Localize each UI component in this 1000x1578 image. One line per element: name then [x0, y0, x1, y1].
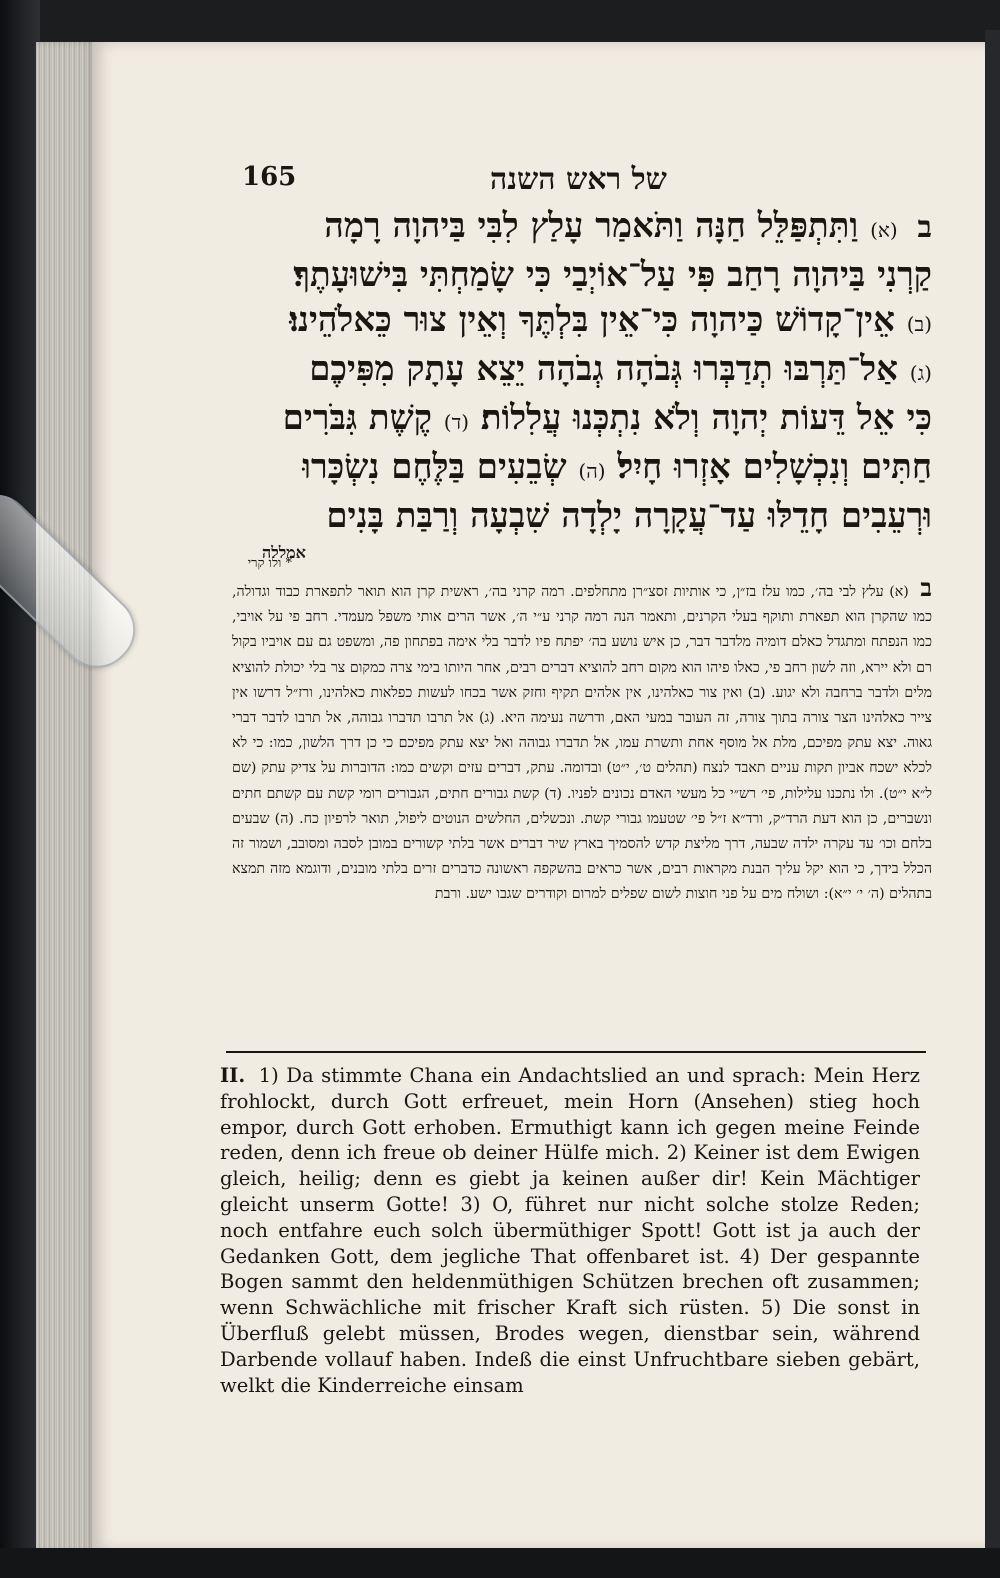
- german-translation: [220, 1063, 920, 1397]
- hebrew-commentary: [232, 575, 932, 1041]
- running-title: של ראש השנה: [490, 162, 667, 197]
- verse-marker: (ה): [578, 459, 606, 483]
- chapter-letter: ב: [917, 210, 932, 245]
- hebrew-line-2: [232, 253, 932, 298]
- page-edges: [36, 42, 96, 1552]
- kri-label: * ולו קרי: [247, 556, 292, 571]
- hebrew-line-text: וַתִּתְפַּלֵּל חַנָּה וַתֹּאמַר עָלַץ לִבִּי בַּיהוָה רָמָה: [324, 206, 859, 246]
- german-text: 1) Da stimmte Chana ein Andachtslied an und sprach: Mein Herz frohlockt, durch Gott erfreuet, mein Horn (Ansehen) stieg hoch empor, durch Gott erhoben. Ermuthigt kann ich gegen meine Feinde reden, denn ich freue ob deiner Hülfe mich. 2) Keiner ist dem Ewigen gleich, heilig; denn es giebt ja keinen außer dir! Kein Mächtiger gleicht unserm Gotte! 3) O, führet nur nicht solche stolze Reden; noch entfahre euch solch übermüthiger Spott! Gott ist ja auch der Gedanken Gott, dem jegliche That offenbaret ist. 4) Der gespannte Bogen sammt den heldenmüthigen Schützen brechen oft zusammen; wenn Schwächliche mit frischer Kraft sich rüsten. 5) Die sonst in Überfluß gelebt müssen, Brodes wegen, dienstbar sein, während Darbende vollauf haben. Indeß die einst Unfruchtbare sieben gebärt, welkt die Kinderreiche einsam: [220, 1064, 920, 1397]
- kri-ketiv-note: [232, 543, 932, 571]
- hebrew-line-text: קַרְנִי בַּיהוָה רָחַב פִּי עַל־אוֹיְבַי כִּי שָׂמַחְתִּי בִּישׁוּעָתֶךָ׃: [293, 255, 932, 295]
- commentary-text: (א) עלץ לבי בה׳, כמו עלז בז״ן, כי אותיות זסצ״רן מתחלפים. רמה קרני בה׳, ראשית קרן הוא תואר לתפארת כבוד וגדולה, כמו שהקרן הוא תפארת ותוקף בעלי הקרנים, ותאמר הנה רמה קרני ע״י ה׳, אשר הרים אותי משפל מעמדי. רחב פי על אויבי, כמו הנפתח ומתגדל כאלם דומיה מלדבר דבר, כן איש נושע בה׳ יפתח פיו לדבר בלי אימה בפתחון פה, ומשפט גם עם אויביו בקול רם ולא יירא, וזה לשון רחב פי, כאלו פיהו הוא מקום רחב להוציא דברים רבים, אחר היותו בימי צרה כמקום צר בלי יכולת להוציא מלים ולדבר ברחבה ולא יגוע. (ב) ואין צור כאלהינו, אין אלהים תקיף וחזק אשר בכחו לעשות כפלאות כאלהינו, ורז״ל דרשו אין צייר כאלהינו הצר צורה בתוך צורה, זה העובר במעי האם, ודרשה נעימה היא. (ג) אל תרבו תדברו גבוהה, אל תרבו לדבר דברי גאוה. יצא עתק מפיכם, מלת אל מוסף אחת ותשרת עמו, אל תדברו גבוהה ואל יצא עתק מפיכם כי כן דרך הלשון, כמו: כי לא לכלא ישכח אביון תקות עניים תאבד לנצח (תהלים ט׳, י״ט) ובדומה. עתק, דברים עזים וקשים כמו: הדוברות על צדיק עתק (שם ל״א י״ט). ולו נתכנו עלילות, פי׳ רש״י כל מעשי האדם נכונים לפניו. (ד) קשת גבורים חתים, הגבורים רומי קשת עם קשתם חתים ונשברים, כן הוא דעת הרד״ק, ורד״א ז״ל פי׳ שטעמו גבורי קשת. ונכשלים, החלשים הנוטים ליפול, תואר לרפיון כח. (ה) שבעים בלחם וכו׳ עד עקרה ילדה שבעה, דרך מליצת קדש להסמיך בארץ שיר דברים אשר בלתי קשורים במובן לסבה ומסובב, ושמור זה הכלל בידך, כי הוא יקל עליך הבנת מקראות רבים, אשר כראים בהשקפה ראשונה כדברים זרים בלתי מובנים, ודוגמא מזה תמצא בתהלים (ה׳ י׳ י״א): ושולח מים על פני חוצות לשום שפלים למרום וקודרים שגבו ישע. ורבת: [232, 584, 932, 903]
- hebrew-line-text: אַל־תַּרְבּוּ תְדַבְּרוּ גְּבֹהָה גְבֹהָה יֵצֵא עָתָק מִפִּיכֶם: [309, 349, 898, 389]
- hebrew-line-7: [232, 494, 932, 539]
- hebrew-line-text: קֶשֶׁת גִּבֹּרִים: [282, 398, 432, 438]
- book-cover: [0, 0, 40, 1578]
- hebrew-line-text: וּרְעֵבִים חָדֵלּוּ עַד־עֲקָרָה יָלְדָה שִׁבְעָה וְרַבַּת בָּנִים: [326, 496, 932, 536]
- hebrew-line-4: [232, 347, 932, 396]
- hebrew-line-text: אֵין־קָדוֹשׁ כַּיהוָה כִּי־אֵין בִּלְתֶּךָ וְאֵין צוּר כֵּאלֹהֵינוּ׃: [289, 300, 895, 340]
- book-right-edge: [985, 30, 1000, 1560]
- hebrew-line-text: חַתִּים וְנִכְשָׁלִים אָזְרוּ חָיִל׃: [617, 447, 932, 487]
- commentary-chapter-letter: ב: [920, 573, 932, 602]
- hebrew-line-text: כִּי אֵל דֵּעוֹת יְהוָה וְלֹא נִתְכְּנוּ עֲלִלוֹת׃: [480, 398, 932, 438]
- verse-marker: (ד): [443, 410, 470, 434]
- hebrew-line-5: [232, 396, 932, 445]
- verse-marker: (ב): [906, 312, 932, 336]
- hebrew-line-3: [232, 298, 932, 347]
- book-bottom-edge: [0, 1548, 1000, 1578]
- chapter-numeral: II.: [220, 1064, 246, 1087]
- page-content: [220, 150, 932, 1397]
- hebrew-line-text: שְׂבֵעִים בַּלֶּחֶם נִשְׂכָּרוּ: [302, 447, 567, 487]
- verse-marker: (ג): [909, 361, 932, 385]
- hebrew-line-1: [232, 204, 932, 253]
- verse-marker: (א): [870, 218, 898, 242]
- hebrew-line-6: [232, 445, 932, 494]
- section-divider: [226, 1051, 926, 1053]
- page-header: [232, 150, 932, 198]
- kri-word: אמללה: [262, 543, 306, 562]
- page-number: 165: [242, 162, 297, 192]
- hebrew-main-text: [232, 204, 932, 539]
